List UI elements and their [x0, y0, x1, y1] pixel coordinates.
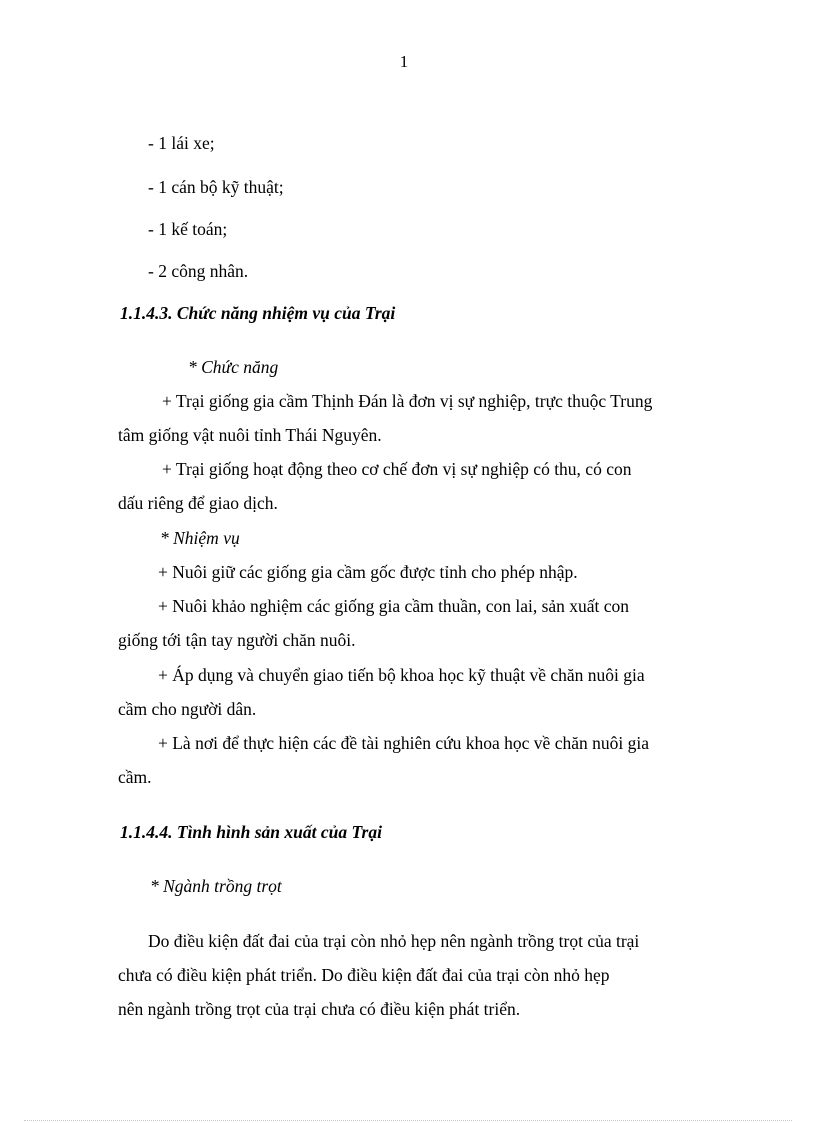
- crop-paragraph-line-2: chưa có điều kiện phát triển. Do điều kiện đất đai của trại còn nhỏ hẹp: [118, 965, 610, 985]
- function-item-2-line-2: dấu riêng để giao dịch.: [118, 493, 278, 513]
- crop-paragraph-line-3: nên ngành trồng trọt của trại chưa có điều kiện phát triển.: [118, 999, 521, 1019]
- crop-label: * Ngành trồng trọt: [150, 876, 282, 896]
- duty-item-4-line-1: + Là nơi để thực hiện các đề tài nghiên cứu khoa học về chăn nuôi gia: [158, 733, 649, 753]
- page-number: 1: [399, 52, 409, 71]
- staff-item-workers: - 2 công nhân.: [148, 261, 249, 281]
- duty-item-1: + Nuôi giữ các giống gia cầm gốc được tỉnh cho phép nhập.: [158, 562, 578, 582]
- duty-item-4-line-2: cầm.: [118, 767, 152, 787]
- crop-paragraph-line-1: Do điều kiện đất đai của trại còn nhỏ hẹp nên ngành trồng trọt của trại: [148, 931, 640, 951]
- duty-item-2-line-2: giống tới tận tay người chăn nuôi.: [118, 630, 356, 650]
- duty-item-2-line-1: + Nuôi khảo nghiệm các giống gia cầm thuần, con lai, sản xuất con: [158, 596, 630, 616]
- function-item-1-line-1: + Trại giống gia cầm Thịnh Đán là đơn vị sự nghiệp, trực thuộc Trung: [162, 391, 653, 411]
- duty-label: * Nhiệm vụ: [160, 528, 240, 548]
- function-label: * Chức năng: [188, 357, 279, 377]
- staff-item-driver: - 1 lái xe;: [148, 133, 215, 153]
- function-item-1-line-2: tâm giống vật nuôi tỉnh Thái Nguyên.: [118, 425, 382, 445]
- function-item-2-line-1: + Trại giống hoạt động theo cơ chế đơn vị sự nghiệp có thu, có con: [162, 459, 632, 479]
- section-heading-1144: 1.1.4.4. Tình hình sản xuất của Trại: [120, 822, 382, 842]
- duty-item-3-line-1: + Áp dụng và chuyển giao tiến bộ khoa học kỹ thuật về chăn nuôi gia: [158, 665, 645, 685]
- section-heading-1143: 1.1.4.3. Chức năng nhiệm vụ của Trại: [120, 303, 396, 323]
- page-bottom-rule: [24, 1120, 792, 1121]
- duty-item-3-line-2: cầm cho người dân.: [118, 699, 257, 719]
- staff-item-technician: - 1 cán bộ kỹ thuật;: [148, 177, 284, 197]
- staff-item-accountant: - 1 kế toán;: [148, 219, 228, 239]
